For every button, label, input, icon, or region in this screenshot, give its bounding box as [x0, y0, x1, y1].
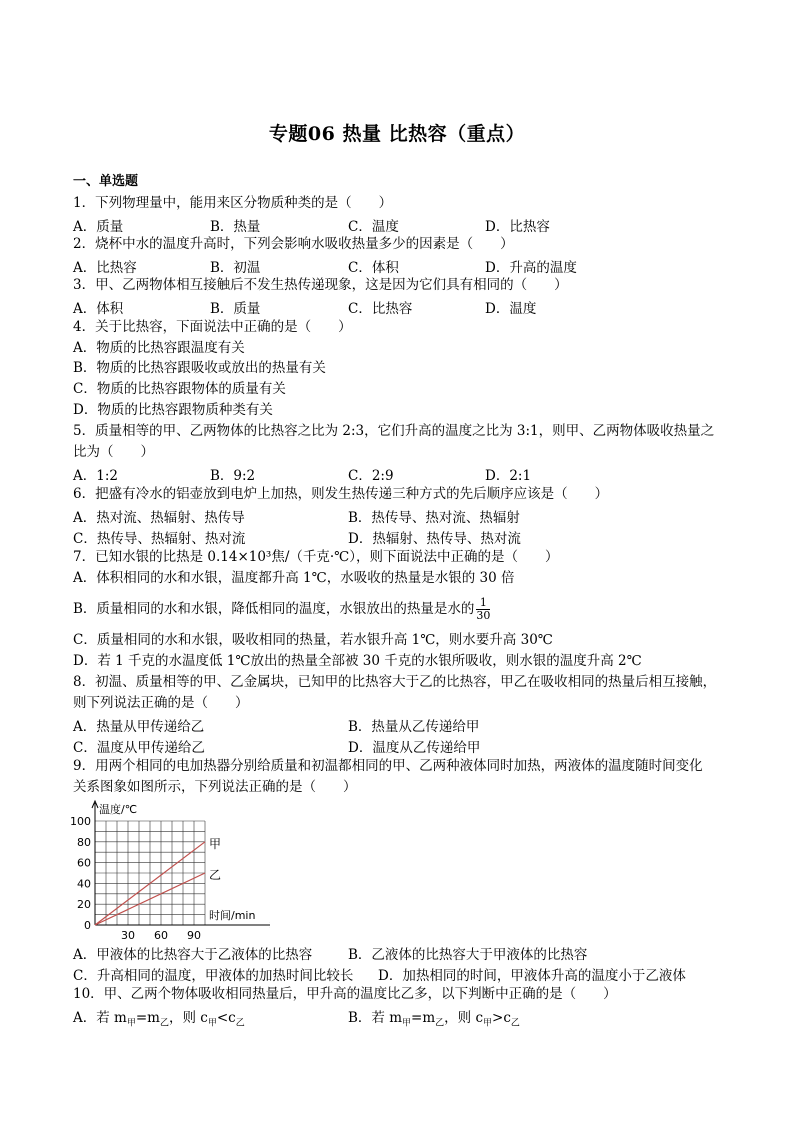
q8-option-c: C．温度从甲传递给乙	[73, 740, 205, 756]
series-label: 乙	[209, 868, 222, 882]
q9-option-d: D．加热相同的时间，甲液体升高的温度小于乙液体	[378, 968, 686, 984]
q7-stem: 7．已知水银的比热是 0.14×10³焦/（千克·℃），则下面说法中正确的是（ ）	[73, 549, 559, 565]
x-tick-label: 90	[187, 929, 201, 940]
y-tick-label: 0	[84, 919, 91, 932]
q10-b-mid: =m	[411, 1010, 436, 1026]
q7-option-b-text: B．质量相同的水和水银，降低相同的温度，水银放出的热量是水的	[73, 601, 475, 617]
q4-stem: 4．关于比热容，下面说法中正确的是（ ）	[73, 319, 352, 335]
q10-a-pre: A．若 m	[73, 1010, 127, 1026]
q10-a-mid: =m	[135, 1010, 160, 1026]
chart-labels	[70, 802, 255, 940]
q5-stem-line1: 5．质量相等的甲、乙两物体的比热容之比为 2:3，它们升高的温度之比为 3:1，则甲、乙两物体吸收热量之	[73, 423, 715, 439]
q8-option-d: D．温度从乙传递给甲	[348, 740, 481, 756]
y-tick-label: 20	[77, 898, 91, 912]
q10-a-sub3: 甲	[207, 1018, 217, 1029]
q9-option-c: C．升高相同的温度，甲液体的加热时间比较长	[73, 968, 354, 984]
q9-option-a: A．甲液体的比热容大于乙液体的比热容	[73, 947, 313, 963]
q3-option-b: B．质量	[210, 301, 261, 317]
q8-stem-line2: 则下列说法正确的是（ ）	[73, 695, 249, 711]
q4-option-b: B．物质的比热容跟吸收或放出的热量有关	[73, 360, 326, 376]
q10-b-sub2: 乙	[435, 1018, 445, 1029]
q1-option-a: A．质量	[73, 219, 124, 235]
q7-fraction	[476, 597, 490, 622]
q2-option-b: B．初温	[210, 260, 261, 276]
y-axis-label: 温度/℃	[99, 803, 138, 816]
q1-option-b: B．热量	[210, 219, 261, 235]
q7-option-a: A．体积相同的水和水银，温度都升高 1℃，水吸收的热量是水银的 30 倍	[73, 570, 515, 586]
q7-option-c: C．质量相同的水和水银，吸收相同的热量，若水银升高 1℃，则水要升高 30℃	[73, 632, 553, 648]
q5-stem-line2: 比为（ ）	[73, 444, 154, 460]
q5-option-d: D．2:1	[485, 468, 532, 484]
q2-option-a: A．比热容	[73, 260, 137, 276]
q7-option-b	[73, 597, 490, 622]
q7-fraction-numerator: 1	[476, 597, 490, 610]
q10-a-sub2: 乙	[159, 1018, 169, 1029]
q8-option-a: A．热量从甲传递给乙	[73, 719, 205, 735]
q10-b-op: >c	[492, 1010, 511, 1026]
q9-stem-line2: 关系图象如图所示，下列说法正确的是（ ）	[73, 779, 357, 795]
q1-option-d: D．比热容	[485, 219, 550, 235]
q7-fraction-denominator: 30	[476, 609, 491, 622]
series-label: 甲	[209, 836, 222, 851]
q10-option-a	[73, 1006, 245, 1029]
x-tick-label: 30	[121, 929, 135, 940]
q10-b-sub1: 甲	[402, 1018, 412, 1029]
q3-stem: 3．甲、乙两物体相互接触后不发生热传递现象，这是因为它们具有相同的（ ）	[73, 277, 568, 293]
q10-b-sub4: 乙	[510, 1018, 520, 1029]
section-heading: 一、单选题	[73, 174, 139, 189]
q10-b-mid2: ，则 c	[444, 1010, 484, 1026]
q10-b-pre: B．若 m	[348, 1010, 403, 1026]
q4-option-d: D．物质的比热容跟物质种类有关	[73, 402, 273, 418]
temperature-time-chart	[70, 795, 270, 940]
q8-option-b: B．热量从乙传递给甲	[348, 719, 480, 735]
q10-a-op: <c	[216, 1010, 236, 1026]
q10-option-b	[348, 1006, 520, 1029]
q4-option-a: A．物质的比热容跟温度有关	[73, 340, 245, 356]
q9-option-b: B．乙液体的比热容大于甲液体的比热容	[348, 947, 588, 963]
q5-option-b: B．9:2	[210, 468, 256, 484]
q4-option-c: C．物质的比热容跟物体的质量有关	[73, 381, 286, 397]
x-axis-label: 时间/min	[209, 909, 256, 922]
q10-a-mid2: ，则 c	[169, 1010, 208, 1026]
q2-stem: 2．烧杯中水的温度升高时，下列会影响水吸收热量多少的因素是（ ）	[73, 236, 514, 252]
q1-stem: 1．下列物理量中，能用来区分物质种类的是（ ）	[73, 195, 393, 211]
chart-grid	[95, 821, 205, 925]
q10-b-sub3: 甲	[483, 1018, 493, 1029]
q5-option-c: C．2:9	[348, 468, 394, 484]
q7-option-d: D．若 1 千克的水温度低 1℃放出的热量全部被 30 千克的水银所吸收，则水银的温度升高 2℃	[73, 653, 642, 669]
q6-option-c: C．热传导、热辐射、热对流	[73, 531, 246, 547]
q10-stem: 10．甲、乙两个物体吸收相同热量后，甲升高的温度比乙多，以下判断中正确的是（ ）	[73, 986, 617, 1002]
page-title: 专题06 热量 比热容（重点）	[268, 123, 526, 145]
y-tick-label: 60	[77, 856, 91, 870]
q6-option-d: D．热辐射、热传导、热对流	[348, 531, 521, 547]
q1-option-c: C．温度	[348, 219, 399, 235]
q3-option-a: A．体积	[73, 301, 124, 317]
y-tick-label: 80	[77, 835, 91, 849]
q3-option-d: D．温度	[485, 301, 537, 317]
q2-option-d: D．升高的温度	[485, 260, 577, 276]
q6-option-a: A．热对流、热辐射、热传导	[73, 510, 245, 526]
q6-option-b: B．热传导、热对流、热辐射	[348, 510, 520, 526]
y-tick-label: 40	[77, 877, 91, 891]
q5-option-a: A．1:2	[73, 468, 118, 484]
q9-stem-line1: 9．用两个相同的电加热器分别给质量和初温都相同的甲、乙两种液体同时加热，两液体的温度随时间变化	[73, 758, 703, 774]
q3-option-c: C．比热容	[348, 301, 413, 317]
q10-a-sub1: 甲	[126, 1018, 136, 1029]
x-tick-label: 60	[154, 929, 168, 940]
q10-a-sub4: 乙	[235, 1018, 245, 1029]
q6-stem: 6．把盛有冷水的铝壶放到电炉上加热，则发生热传递三种方式的先后顺序应该是（ ）	[73, 486, 609, 502]
q2-option-c: C．体积	[348, 260, 399, 276]
y-tick-label: 100	[70, 815, 91, 828]
q8-stem-line1: 8．初温、质量相等的甲、乙金属块，已知甲的比热容大于乙的比热容，甲乙在吸收相同的热量后相互接触，	[73, 674, 717, 690]
